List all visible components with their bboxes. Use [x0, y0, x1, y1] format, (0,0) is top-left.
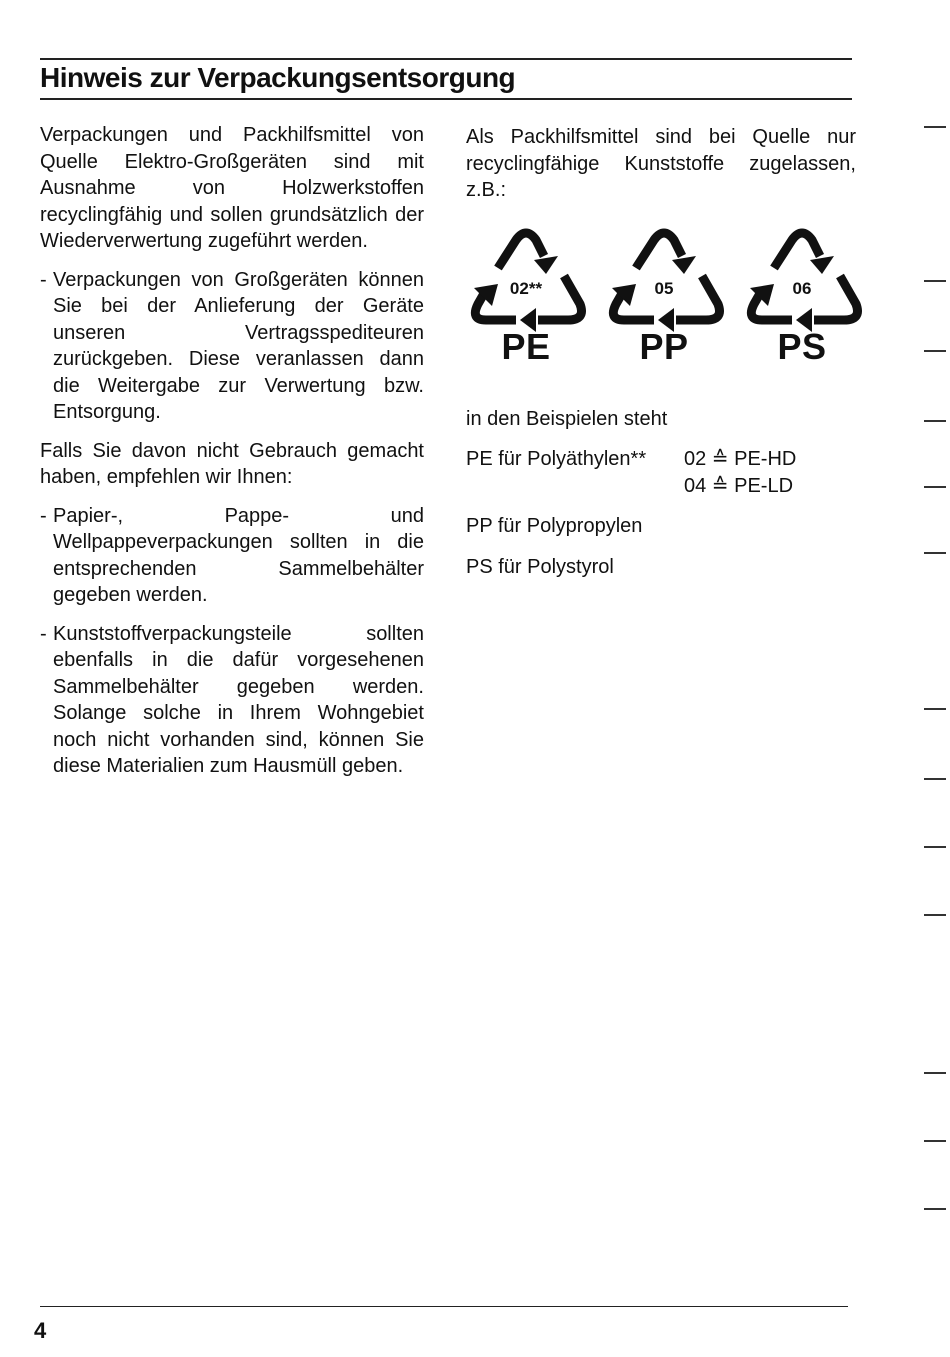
recycling-symbols	[466, 216, 856, 406]
page-number: 4	[34, 1318, 47, 1343]
symbol-pp	[604, 216, 724, 406]
edge-mark	[924, 914, 946, 916]
bullet-paper-packaging: - Papier-, Pappe- und Wellpappeverpackungen sollten in die entsprechenden Sammelbehälter gegeben werden.	[40, 503, 424, 609]
symbol-pe	[466, 216, 586, 406]
edge-mark	[924, 280, 946, 282]
ps-definition: PS für Polystyrol	[466, 555, 614, 578]
header-bottom-rule	[40, 98, 852, 100]
bullet-plastic-packaging: - Kunststoffverpackungsteile sollten ebenfalls in die dafür vorgesehenen Sammelbehälter gegeben werden. Solange solche in Ihrem Wohngebiet noch nicht vorhanden sind, können Sie diese Materialien zum Hausmüll geben.	[40, 621, 424, 780]
edge-mark	[924, 552, 946, 554]
bullet-large-appliances: - Verpackungen von Großgeräten können Sie bei der Anlieferung der Geräte unseren Vertragsspediteuren zurückgeben. Diese veranlassen dann die Weitergabe zur Verwertung bzw. Entsorgung.	[40, 267, 424, 426]
edge-mark	[924, 420, 946, 422]
pe-definition	[466, 446, 856, 473]
examples-intro: in den Beispielen steht	[466, 407, 668, 430]
edge-mark	[924, 846, 946, 848]
right-column	[466, 124, 856, 580]
resin-code: 05	[654, 278, 674, 298]
left-column	[40, 122, 424, 780]
edge-mark	[924, 1208, 946, 1210]
pp-definition: PP für Polypropylen	[466, 515, 643, 537]
page-title: Hinweis zur Verpackungsentsorgung	[40, 62, 516, 93]
edge-mark	[924, 778, 946, 780]
resin-code: 02**	[509, 278, 543, 298]
intro-paragraph: Verpackungen und Packhilfsmittel von Quelle Elektro-Großgeräten sind mit Ausnahme von Holzwerkstoffen recyclingfähig und sollen grundsätzlich der Wiederverwertung zugeführt werden.	[40, 124, 424, 252]
edge-mark	[924, 708, 946, 710]
symbol-ps	[742, 216, 862, 406]
pe-ld-code: 04 ≙ PE-LD	[684, 474, 794, 497]
footer-rule	[40, 1306, 848, 1307]
header-top-rule	[40, 58, 852, 60]
pe-label: PE für Polyäthylen**	[466, 448, 647, 470]
edge-mark	[924, 350, 946, 352]
resin-abbreviation: PE	[501, 325, 551, 367]
edge-mark	[924, 1140, 946, 1142]
edge-mark	[924, 126, 946, 128]
pe-hd-code: 02 ≙ PE-HD	[684, 448, 797, 470]
recommendation-paragraph: Falls Sie davon nicht Gebrauch gemacht haben, empfehlen wir Ihnen:	[40, 439, 424, 488]
edge-mark	[924, 486, 946, 488]
plastics-intro: Als Packhilfsmittel sind bei Quelle nur recyclingfähige Kunststoffe zugelassen, z.B.:	[466, 126, 856, 201]
resin-abbreviation: PS	[777, 325, 827, 367]
edge-mark	[924, 1072, 946, 1074]
resin-code: 06	[792, 278, 812, 298]
resin-abbreviation: PP	[639, 325, 689, 367]
